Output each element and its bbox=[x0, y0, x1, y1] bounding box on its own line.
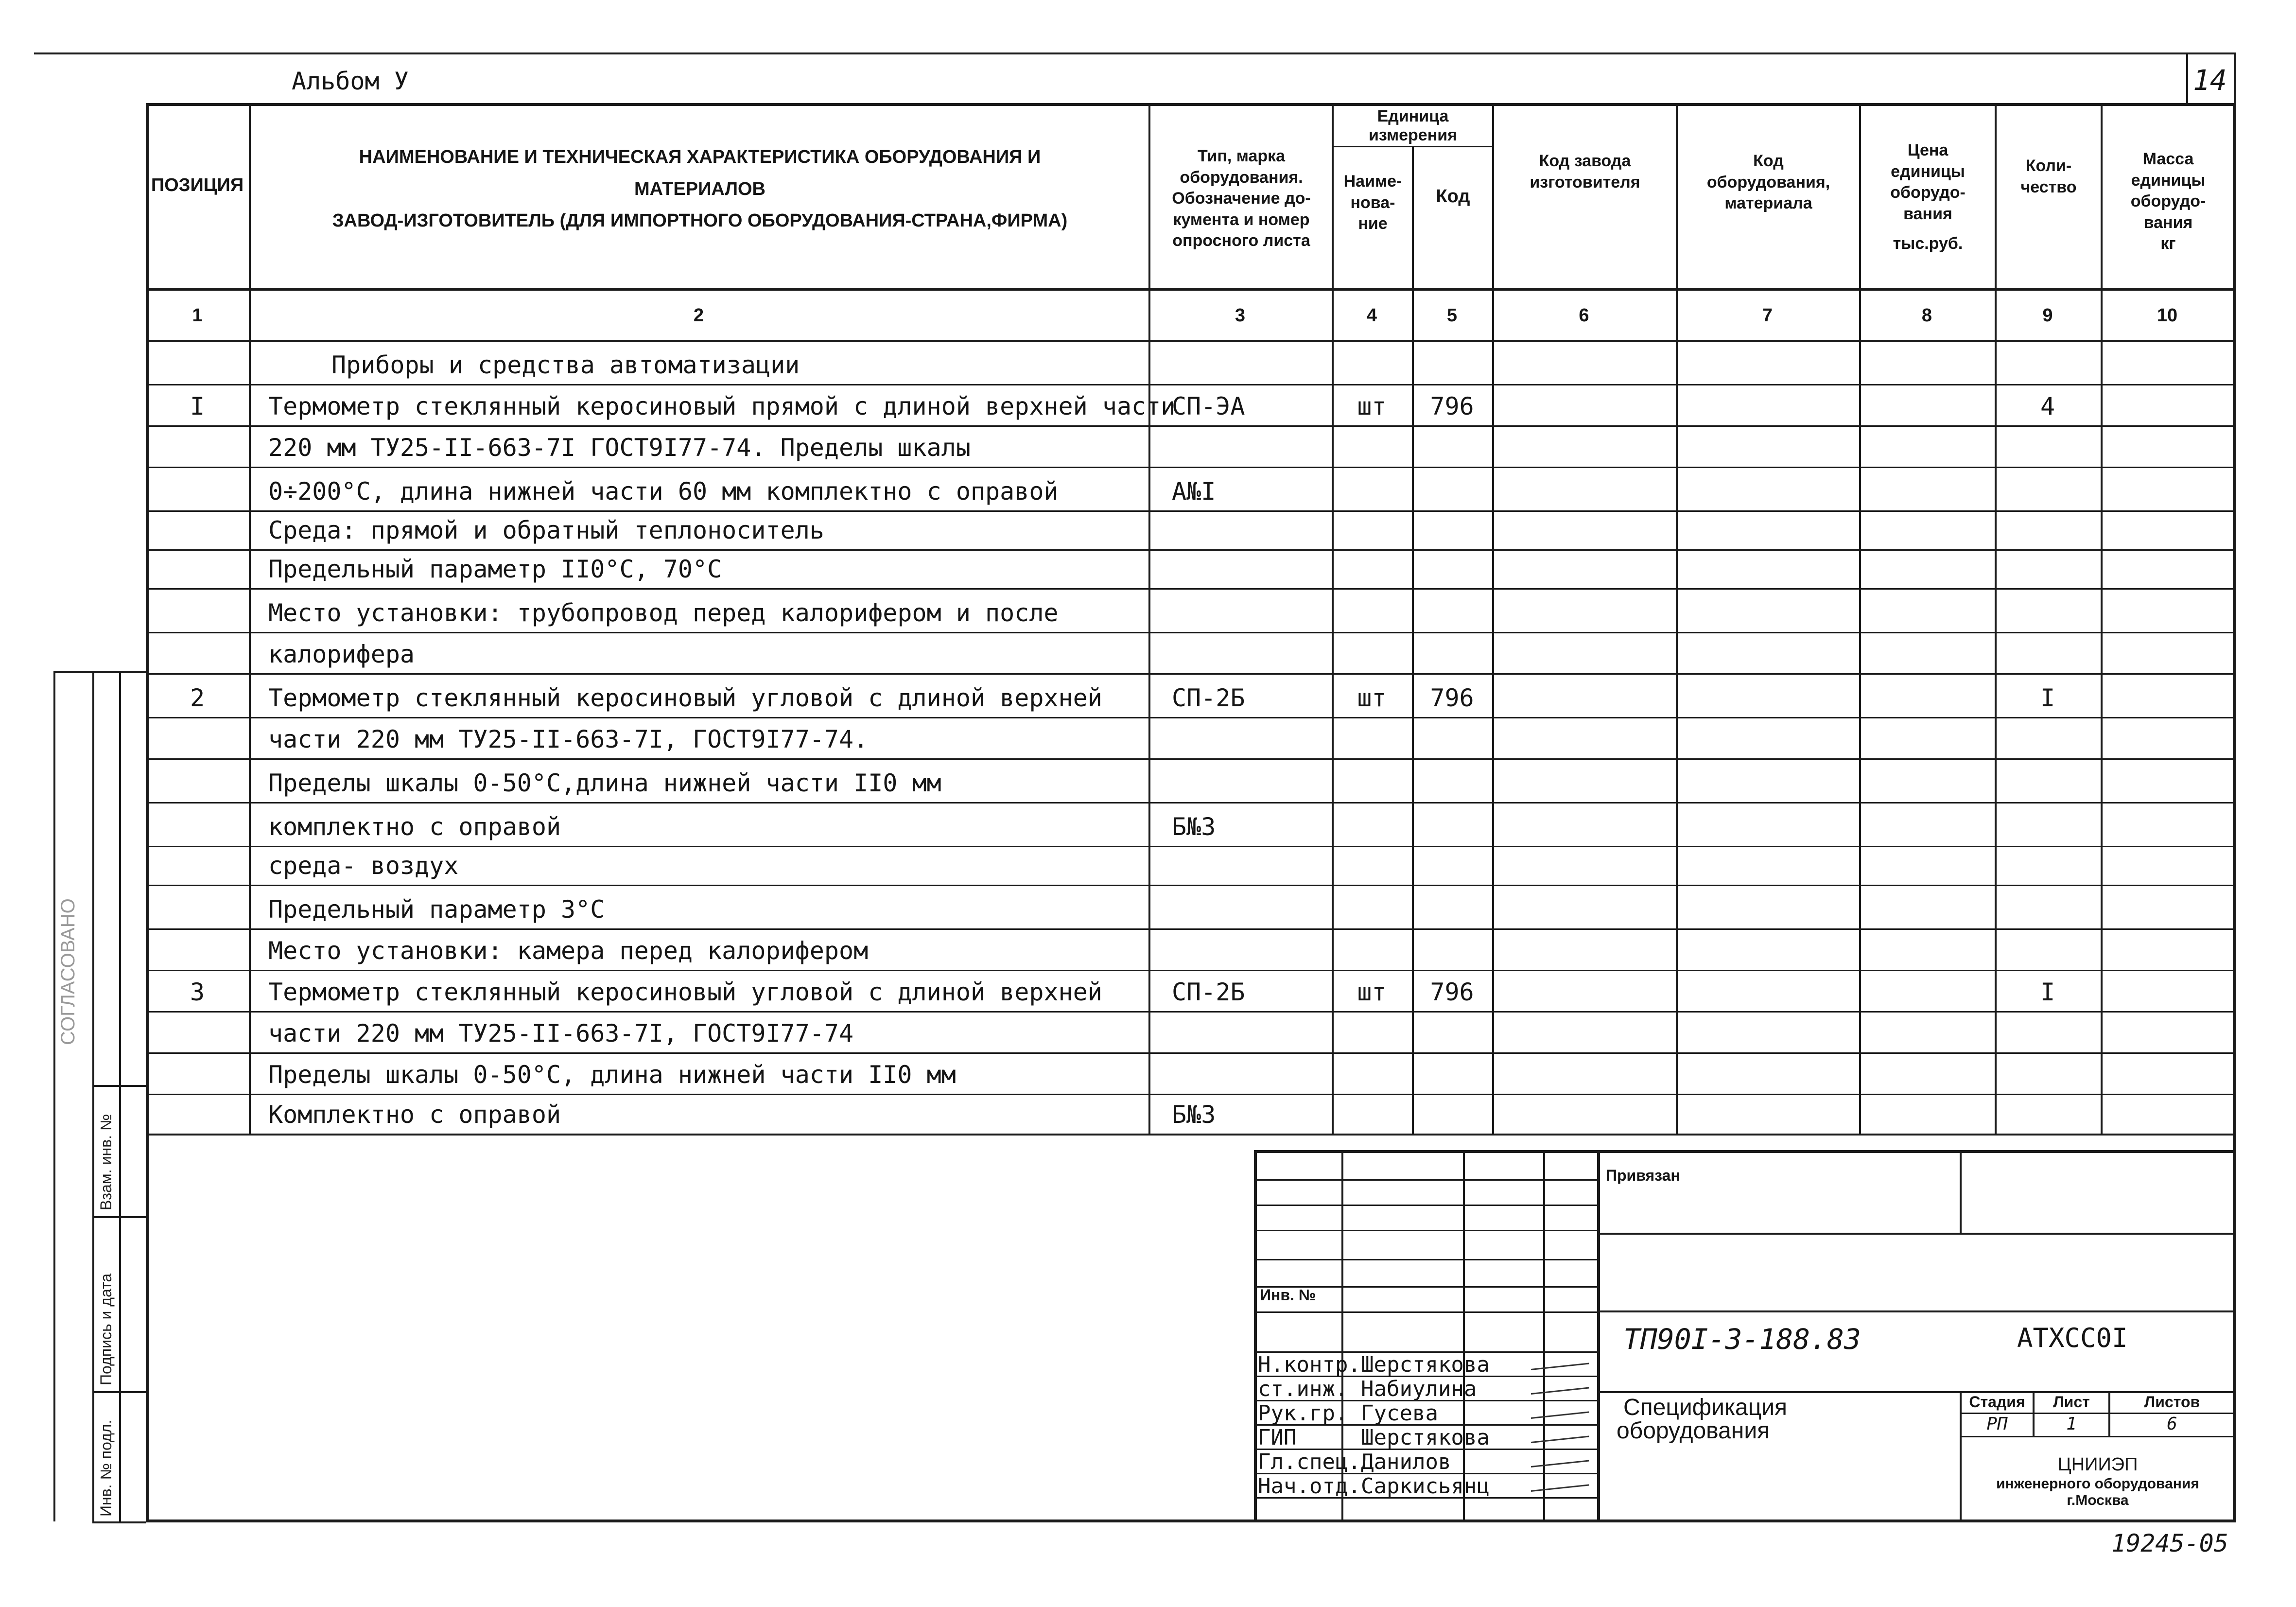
table-cell-pos: I bbox=[190, 392, 205, 420]
tb-sheets-label: Листов bbox=[2144, 1393, 2200, 1411]
side-podpis: Подпись и дата bbox=[97, 1273, 115, 1385]
tb-signer-role: ст.инж. bbox=[1258, 1377, 1348, 1401]
table-cell-type: СП-ЭА bbox=[1172, 392, 1245, 420]
header-factory-code bbox=[1494, 151, 1676, 193]
side-strip-inner1 bbox=[92, 671, 94, 1521]
side-strip-inner2 bbox=[119, 671, 121, 1521]
tb-signer-role: Гл.спец. bbox=[1258, 1450, 1361, 1474]
tb-signer-role: Рук.гр. bbox=[1258, 1401, 1348, 1426]
table-cell-name: Приборы и средства автоматизации bbox=[331, 351, 800, 379]
table-row-line bbox=[146, 1011, 2236, 1013]
table-row-line bbox=[146, 425, 2236, 427]
table-cell-type: А№I bbox=[1172, 477, 1216, 506]
side-strip-h3 bbox=[92, 1391, 146, 1393]
table-cell-name: Место установки: камера перед калорифером bbox=[268, 937, 869, 965]
table-row-line bbox=[146, 846, 2236, 847]
table-cell-name: Термометр стеклянный керосиновый угловой с длиной верхней bbox=[268, 978, 1102, 1006]
table-row-line bbox=[146, 1094, 2236, 1095]
header-type-l3: Обозначение до- bbox=[1172, 189, 1311, 208]
album-label: Альбом У bbox=[292, 67, 409, 95]
table-cell-name: части 220 мм ТУ25-II-663-7I, ГОСТ9I77-74 bbox=[268, 1019, 854, 1048]
colnum-1: 1 bbox=[192, 305, 203, 326]
frame-top-line bbox=[34, 52, 2236, 54]
header-unit-name-l1: Наиме- bbox=[1343, 172, 1402, 191]
table-cell-name: части 220 мм ТУ25-II-663-7I, ГОСТ9I77-74. bbox=[268, 725, 869, 753]
header-equip-l2: оборудования, bbox=[1706, 173, 1830, 192]
header-mass-l2: единицы bbox=[2131, 171, 2206, 190]
colnum-5: 5 bbox=[1446, 305, 1458, 326]
header-name-line2: МАТЕРИАЛОВ bbox=[634, 178, 765, 199]
header-unit-name-l3: ние bbox=[1358, 214, 1388, 233]
table-cell-name: 0÷200°С, длина нижней части 60 мм комплектно с оправой bbox=[268, 477, 1059, 506]
frame-right-line bbox=[2234, 52, 2236, 103]
table-row-line bbox=[146, 588, 2236, 590]
colnum-9: 9 bbox=[2042, 305, 2053, 326]
tb-v4 bbox=[1597, 1150, 1600, 1522]
table-cell-code: 796 bbox=[1430, 978, 1474, 1006]
titleblock-top bbox=[1254, 1150, 2236, 1153]
table-cell-name: Пределы шкалы 0-50°С, длина нижней части II0 мм bbox=[268, 1061, 956, 1089]
table-row-line bbox=[146, 970, 2236, 971]
tb-signer-name: Данилов bbox=[1361, 1450, 1451, 1474]
table-cell-pos: 2 bbox=[190, 684, 205, 712]
colnum-8: 8 bbox=[1921, 305, 1932, 326]
header-type-l1: Тип, марка bbox=[1197, 147, 1286, 165]
header-name-line3: ЗАВОД-ИЗГОТОВИТЕЛЬ (ДЛЯ ИМПОРТНОГО ОБОРУДОВАНИЯ-СТРАНА,ФИРМА) bbox=[332, 210, 1068, 231]
header-unit-group bbox=[1334, 107, 1492, 145]
tb-h-priv bbox=[1597, 1233, 2236, 1235]
side-strip-h2 bbox=[92, 1216, 146, 1218]
tb-org bbox=[1962, 1454, 2234, 1509]
table-row-line bbox=[146, 928, 2236, 930]
tb-title-line2: оборудования bbox=[1617, 1418, 1770, 1444]
header-mass-l5: кг bbox=[2160, 234, 2176, 253]
colnum-2: 2 bbox=[693, 305, 704, 326]
header-type bbox=[1151, 146, 1332, 252]
tb-doc-code: ТП90I-3-188.83 bbox=[1623, 1323, 1861, 1356]
table-cell-name: комплектно с оправой bbox=[268, 813, 561, 841]
side-vzam: Взам. инв. № bbox=[97, 1114, 115, 1210]
tb-title bbox=[1617, 1395, 1788, 1444]
tb-org-line1: ЦНИИЭП bbox=[2057, 1454, 2138, 1475]
col-line-2 bbox=[1148, 103, 1150, 1134]
header-unit-name-l2: нова- bbox=[1350, 193, 1395, 212]
table-cell-name: Среда: прямой и обратный теплоноситель bbox=[268, 516, 824, 544]
table-cell-name: Комплектно с оправой bbox=[268, 1100, 561, 1129]
tb-signer-role: Нач.отд. bbox=[1258, 1474, 1361, 1499]
table-cell-pos: 3 bbox=[190, 978, 205, 1006]
table-cell-qty: I bbox=[2040, 684, 2055, 712]
colnum-7: 7 bbox=[1762, 305, 1773, 326]
table-cell-name: Термометр стеклянный керосиновый угловой с длиной верхней bbox=[268, 684, 1102, 712]
col-line-3 bbox=[1332, 103, 1334, 1134]
col-line-8 bbox=[1995, 103, 1997, 1134]
tb-v-priv bbox=[1960, 1150, 1962, 1233]
tb-row-line bbox=[1254, 1205, 1597, 1206]
side-strip-outer bbox=[53, 671, 55, 1521]
table-row-line bbox=[146, 549, 2236, 551]
header-type-l5: опросного листа bbox=[1172, 231, 1310, 250]
table-row-line bbox=[146, 384, 2236, 385]
table-cell-code: 796 bbox=[1430, 392, 1474, 420]
table-cell-name: 220 мм ТУ25-II-663-7I ГОСТ9I77-74. Пределы шкалы bbox=[268, 434, 971, 462]
header-unit-l1: Единица bbox=[1377, 107, 1449, 125]
tb-sheet: 1 bbox=[2066, 1414, 2077, 1434]
tb-signer-name: Шерстякова bbox=[1361, 1352, 1490, 1377]
tb-privyazan: Привязан bbox=[1606, 1167, 1680, 1184]
side-strip-h1 bbox=[92, 1085, 146, 1087]
header-equipment-code bbox=[1678, 151, 1859, 214]
tb-row-line bbox=[1254, 1311, 1597, 1313]
tb-sheets: 6 bbox=[2167, 1414, 2177, 1434]
table-cell-name: Пределы шкалы 0-50°С,длина нижней части II0 мм bbox=[268, 769, 941, 797]
colnum-6: 6 bbox=[1579, 305, 1589, 326]
tb-title-line1: Спецификация bbox=[1623, 1395, 1788, 1420]
col-line-7 bbox=[1859, 103, 1861, 1134]
header-mass-l4: вания bbox=[2143, 213, 2193, 232]
header-qty-l1: Коли- bbox=[2025, 157, 2072, 175]
page-number-divider bbox=[2186, 52, 2188, 103]
table-row-line bbox=[146, 717, 2236, 718]
table-cell-type: СП-2Б bbox=[1172, 684, 1245, 712]
table-cell-name: Термометр стеклянный керосиновый прямой с длиной верхней части bbox=[268, 392, 1176, 420]
tb-h-code bbox=[1597, 1310, 2236, 1312]
header-price-l2: единицы bbox=[1891, 162, 1965, 181]
table-cell-name: среда- воздух bbox=[268, 852, 459, 880]
header-price-l4: вания bbox=[1903, 204, 1952, 223]
page-number: 14 bbox=[2193, 64, 2227, 97]
header-unit-code: Код bbox=[1436, 186, 1470, 207]
tb-stage-label: Стадия bbox=[1969, 1393, 2025, 1411]
table-cell-name: калорифера bbox=[268, 640, 415, 668]
header-price-l5: тыс.руб. bbox=[1893, 234, 1963, 253]
table-cell-unit: шт bbox=[1357, 684, 1387, 712]
tb-signer-role: Н.контр. bbox=[1258, 1352, 1361, 1377]
colnum-3: 3 bbox=[1235, 305, 1246, 326]
col-line-9 bbox=[2101, 103, 2103, 1134]
table-row-line bbox=[146, 1134, 2236, 1135]
tb-org-line3: г.Москва bbox=[2067, 1492, 2129, 1509]
header-quantity bbox=[1997, 156, 2101, 198]
header-name-line1: НАИМЕНОВАНИЕ И ТЕХНИЧЕСКАЯ ХАРАКТЕРИСТИКА ОБОРУДОВАНИЯ И bbox=[359, 147, 1041, 167]
col-line-1 bbox=[249, 103, 251, 1134]
table-cell-qty: 4 bbox=[2040, 392, 2055, 420]
table-cell-code: 796 bbox=[1430, 684, 1474, 712]
side-strip-bottom bbox=[92, 1521, 146, 1523]
table-row-line bbox=[146, 802, 2236, 804]
table-cell-name: Предельный параметр 3°С bbox=[268, 895, 605, 924]
table-cell-unit: шт bbox=[1357, 978, 1387, 1006]
header-mass bbox=[2103, 149, 2234, 255]
colnum-10: 10 bbox=[2157, 305, 2178, 326]
table-row-line bbox=[146, 1052, 2236, 1054]
table-cell-name: Место установки: трубопровод перед калорифером и после bbox=[268, 599, 1059, 627]
header-equip-l1: Код bbox=[1753, 152, 1784, 170]
header-factory-l2: изготовителя bbox=[1530, 173, 1640, 192]
table-cell-unit: шт bbox=[1357, 392, 1387, 420]
table-row-line bbox=[146, 632, 2236, 633]
table-cell-type: СП-2Б bbox=[1172, 978, 1245, 1006]
tb-signer-role: ГИП bbox=[1258, 1425, 1297, 1450]
tb-org-line2: инженерного оборудования bbox=[1996, 1475, 2199, 1492]
header-factory-l1: Код завода bbox=[1539, 152, 1631, 170]
side-inv-podl: Инв. № подл. bbox=[97, 1419, 115, 1517]
footer-number: 19245-05 bbox=[2111, 1529, 2228, 1557]
table-row-line bbox=[146, 885, 2236, 886]
table-row-line bbox=[146, 510, 2236, 512]
header-qty-l2: чество bbox=[2020, 177, 2077, 196]
tb-signer-name: Шерстякова bbox=[1361, 1425, 1490, 1450]
header-name bbox=[253, 146, 1147, 233]
col-line-6 bbox=[1676, 103, 1678, 1134]
side-strip-top bbox=[53, 671, 146, 673]
header-type-l2: оборудования. bbox=[1180, 168, 1303, 187]
tb-h-stage2 bbox=[1960, 1436, 2236, 1437]
tb-row-line bbox=[1254, 1179, 1597, 1181]
tb-signer-name: Саркисьянц bbox=[1361, 1474, 1490, 1499]
tb-sheet-label: Лист bbox=[2053, 1393, 2090, 1411]
table-cell-qty: I bbox=[2040, 978, 2055, 1006]
col-line-5 bbox=[1492, 103, 1494, 1134]
header-unit-name bbox=[1334, 171, 1412, 235]
header-price-l1: Цена bbox=[1907, 141, 1948, 159]
colnum-4: 4 bbox=[1366, 305, 1377, 326]
tb-signer-name: Гусева bbox=[1361, 1401, 1438, 1426]
header-price bbox=[1861, 140, 1995, 255]
colnum-bottom bbox=[146, 340, 2236, 342]
tb-sheet-code: АТХСС0I bbox=[2017, 1323, 2128, 1353]
table-cell-name: Предельный параметр II0°С, 70°С bbox=[268, 555, 722, 583]
table-row-line bbox=[146, 467, 2236, 468]
table-row-line bbox=[146, 673, 2236, 675]
table-cell-type: Б№3 bbox=[1172, 813, 1216, 841]
header-equip-l3: материала bbox=[1724, 194, 1812, 213]
header-position: ПОЗИЦИЯ bbox=[151, 175, 244, 195]
table-cell-type: Б№3 bbox=[1172, 1100, 1216, 1129]
table-row-line bbox=[146, 758, 2236, 760]
header-type-l4: кумента и номер bbox=[1173, 210, 1310, 229]
tb-row-line bbox=[1254, 1259, 1597, 1260]
header-mass-l1: Масса bbox=[2142, 150, 2194, 168]
tb-row-line bbox=[1254, 1230, 1597, 1231]
tb-stage: РП bbox=[1986, 1414, 2008, 1434]
header-bottom bbox=[146, 288, 2236, 291]
tb-inv-label: Инв. № bbox=[1260, 1286, 1316, 1304]
side-soglasovano: СОГЛАСОВАНО bbox=[57, 898, 79, 1045]
header-price-l3: оборудо- bbox=[1890, 183, 1966, 202]
header-mass-l3: оборудо- bbox=[2130, 192, 2206, 211]
header-unit-l2: измерения bbox=[1369, 126, 1457, 145]
tb-signer-name: Набиулина bbox=[1361, 1377, 1477, 1401]
